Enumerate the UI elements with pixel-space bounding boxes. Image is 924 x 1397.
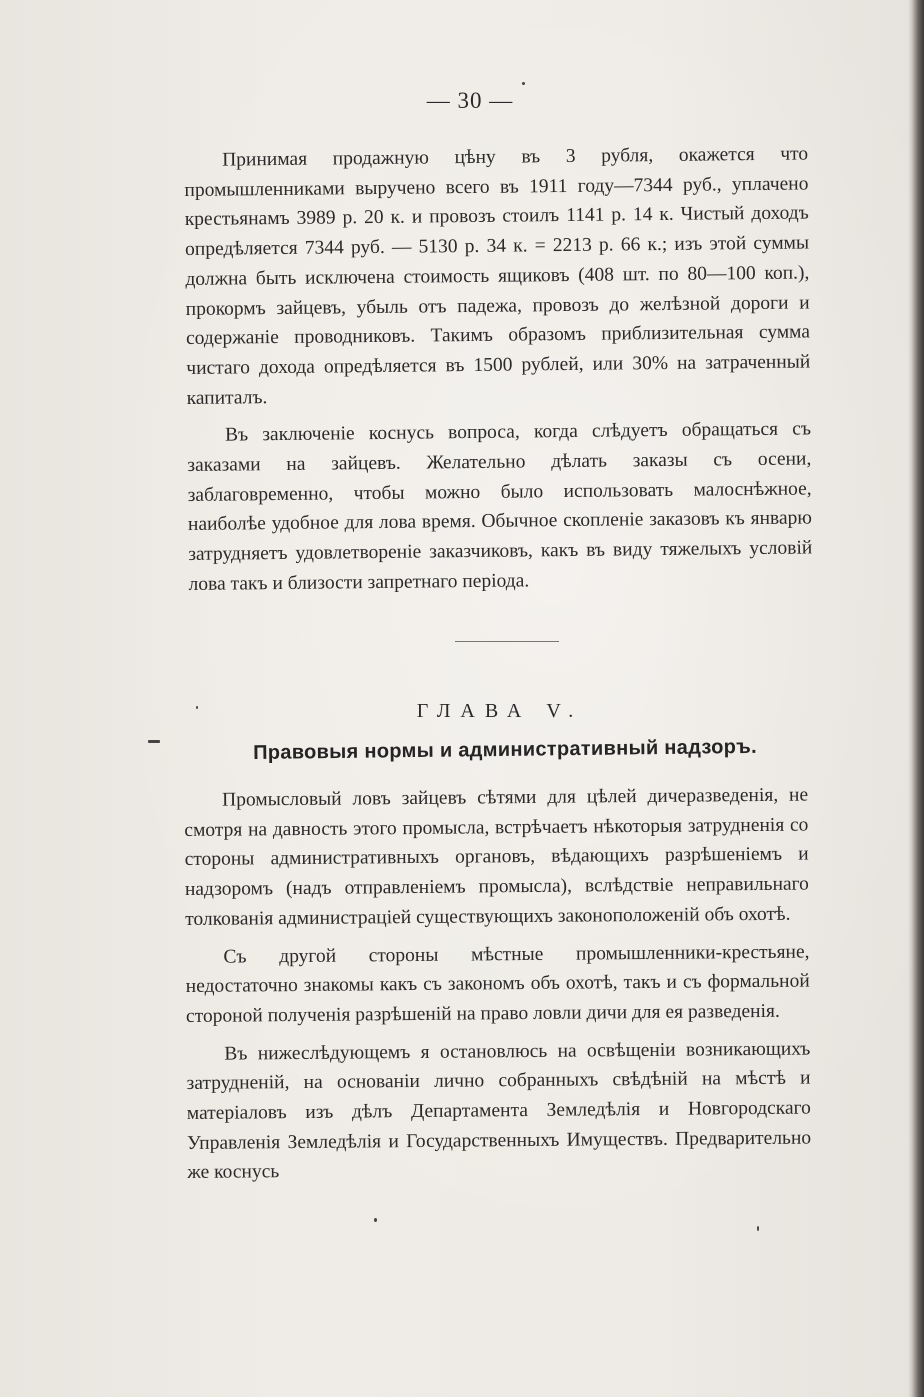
paragraph-sources: Въ нижеслѣдующемъ я остановлюсь на освѣщеніи возникающихъ затрудненій, на основаніи лично собранныхъ свѣдѣній на мѣстѣ и матеріаловъ изъ дѣлъ Департамента Земледѣлія и Новгородскаго Управленія Земледѣлія и Государственныхъ Имуществъ. Предварительно же коснусь bbox=[186, 1038, 812, 1184]
ink-speck bbox=[522, 82, 525, 85]
page-edge bbox=[912, 0, 924, 1397]
paragraph-administrative-difficulties: Промысловый ловъ зайцевъ сѣтями для цѣлей дичеразведенія, не смотря на давность этого промысла, встрѣчаетъ нѣкоторыя затрудненія со стороны административныхъ органовъ, вѣдающихъ разрѣшеніемъ и надзоромъ (надъ отправленіемъ промысла), вслѣдствіе неправильнаго толкованія администраціей существующихъ законоположеній объ охотѣ. bbox=[184, 784, 809, 930]
section-divider bbox=[455, 641, 559, 642]
bottom-text-block bbox=[184, 781, 811, 1189]
chapter-heading: ГЛАВА V. bbox=[416, 700, 584, 722]
paragraph-profit-calculation: Принимая продажную цѣну въ 3 рубля, окажется что промышленниками выручено всего въ 1911 году—7344 руб., уплачено крестьянамъ 3989 р. 20 к. и провозъ стоилъ 1141 р. 14 к. Чистый доходъ опредѣляется 7344 руб. — 5130 р. 34 к. = 2213 р. 66 к.; изъ этой суммы должна быть исключена стоимость ящиковъ (408 шт. по 80—100 коп.), прокормъ зайцевъ, убыль отъ падежа, провозъ до желѣзной дороги и содержаніе проводниковъ. Такимъ образомъ приблизительная сумма чистаго дохода опредѣляется въ 1500 рублей, или 30% на затраченный капиталъ. bbox=[184, 143, 811, 409]
ink-speck bbox=[757, 1226, 759, 1231]
paragraph-peasant-knowledge: Съ другой стороны мѣстные промышленники-крестьяне, недостаточно знакомы какъ съ закономъ объ охотѣ, такъ и съ формальной стороной полученія разрѣшеній на право ловли дичи для ея разведенія. bbox=[185, 941, 810, 1027]
ink-speck bbox=[196, 706, 198, 709]
ink-speck bbox=[374, 1218, 377, 1222]
top-text-block bbox=[184, 139, 813, 599]
section-title: Правовыя нормы и административный надзоръ. bbox=[253, 735, 758, 764]
page-number: — 30 — bbox=[426, 88, 514, 113]
ink-speck bbox=[148, 740, 160, 743]
paragraph-orders-timing: Въ заключеніе коснусь вопроса, когда слѣдуетъ обращаться съ заказами на зайцевъ. Желательно дѣлать заказы съ осени, заблаговременно, чтобы можно было использовать малоснѣжное, наиболѣе удобное для лова время. Обычное скопленіе заказовъ къ январю затрудняетъ удовлетвореніе заказчиковъ, какъ въ виду тяжелыхъ условій лова такъ и близости запретнаго періода. bbox=[187, 418, 813, 595]
